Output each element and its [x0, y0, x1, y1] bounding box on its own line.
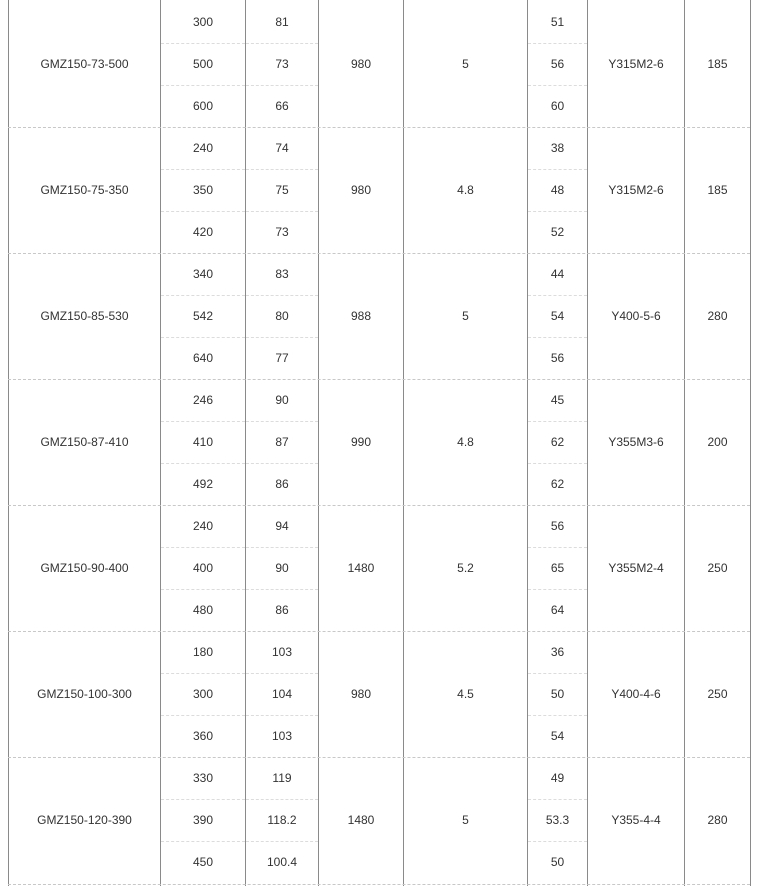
npsh-cell: 5 [462, 57, 469, 71]
flows-cell: 410 [192, 435, 214, 449]
effs-cell: 50 [550, 855, 565, 869]
row-divider [528, 547, 587, 548]
flows-cell: 180 [192, 645, 214, 659]
row-divider [528, 841, 587, 842]
power-cell: 185 [707, 57, 728, 71]
effs-cell: 49 [550, 771, 565, 785]
row-divider [161, 589, 245, 590]
heads-cell: 86 [275, 603, 289, 617]
row-divider [161, 841, 245, 842]
row-divider [161, 715, 245, 716]
speed-cell: 980 [350, 687, 372, 701]
heads-cell: 119 [272, 771, 292, 785]
effs-cell: 56 [550, 57, 565, 71]
heads-cell: 90 [275, 561, 289, 575]
power-cell: 185 [707, 183, 728, 197]
heads-cell: 100.4 [266, 855, 298, 869]
heads-cell: 73 [275, 57, 289, 71]
model-cell: GMZ150-120-390 [37, 813, 132, 827]
flows-cell: 542 [192, 309, 214, 323]
effs-cell: 53.3 [545, 813, 570, 827]
effs-cell: 62 [550, 435, 565, 449]
flows-cell: 600 [192, 99, 214, 113]
row-divider [246, 715, 318, 716]
row-divider [161, 169, 245, 170]
row-divider [246, 85, 318, 86]
speed-cell: 1480 [347, 813, 375, 827]
row-divider [528, 463, 587, 464]
row-divider [528, 85, 587, 86]
flows-cell: 640 [192, 351, 214, 365]
effs-cell: 54 [550, 309, 565, 323]
effs-cell: 54 [550, 729, 565, 743]
heads-cell: 86 [275, 477, 289, 491]
effs-cell: 52 [550, 225, 565, 239]
heads-cell: 94 [275, 519, 289, 533]
row-divider [246, 547, 318, 548]
flows-cell: 246 [192, 393, 214, 407]
flows-cell: 240 [192, 519, 214, 533]
motor-cell: Y355M2-4 [608, 561, 664, 575]
motor-cell: Y400-4-6 [611, 687, 661, 701]
heads-cell: 103 [271, 729, 293, 743]
heads-cell: 80 [275, 309, 289, 323]
heads-cell: 73 [275, 225, 289, 239]
row-divider [246, 337, 318, 338]
effs-cell: 48 [550, 183, 565, 197]
npsh-cell: 4.8 [457, 435, 474, 449]
effs-cell: 38 [550, 141, 565, 155]
speed-cell: 988 [350, 309, 372, 323]
power-cell: 250 [707, 561, 728, 575]
npsh-cell: 5.2 [457, 561, 474, 575]
heads-cell: 104 [271, 687, 293, 701]
motor-cell: Y315M2-6 [608, 183, 664, 197]
speed-cell: 990 [350, 435, 372, 449]
row-divider [246, 673, 318, 674]
flows-cell: 360 [192, 729, 214, 743]
row-divider [161, 799, 245, 800]
row-divider [246, 43, 318, 44]
effs-cell: 60 [550, 99, 565, 113]
row-divider [246, 421, 318, 422]
model-cell: GMZ150-90-400 [40, 561, 129, 575]
heads-cell: 83 [275, 267, 289, 281]
flows-cell: 330 [192, 771, 214, 785]
speed-cell: 980 [350, 57, 372, 71]
npsh-cell: 5 [462, 813, 469, 827]
flows-cell: 492 [192, 477, 214, 491]
speed-cell: 980 [350, 183, 372, 197]
row-divider [161, 43, 245, 44]
model-cell: GMZ150-73-500 [40, 57, 129, 71]
power-cell: 280 [707, 309, 728, 323]
row-divider [528, 169, 587, 170]
row-divider [161, 463, 245, 464]
heads-cell: 77 [275, 351, 289, 365]
model-cell: GMZ150-87-410 [40, 435, 129, 449]
heads-cell: 103 [271, 645, 293, 659]
power-cell: 200 [707, 435, 728, 449]
effs-cell: 64 [550, 603, 565, 617]
row-divider [161, 211, 245, 212]
row-divider [246, 799, 318, 800]
row-divider [8, 884, 750, 885]
row-divider [528, 421, 587, 422]
flows-cell: 240 [192, 141, 214, 155]
row-divider [528, 715, 587, 716]
row-divider [528, 43, 587, 44]
heads-cell: 81 [275, 15, 289, 29]
effs-cell: 45 [550, 393, 565, 407]
motor-cell: Y400-5-6 [611, 309, 661, 323]
effs-cell: 51 [550, 15, 565, 29]
flows-cell: 350 [192, 183, 214, 197]
power-cell: 280 [707, 813, 728, 827]
model-cell: GMZ150-100-300 [37, 687, 132, 701]
npsh-cell: 4.5 [457, 687, 474, 701]
flows-cell: 300 [192, 15, 214, 29]
heads-cell: 66 [275, 99, 289, 113]
heads-cell: 75 [275, 183, 289, 197]
row-divider [528, 673, 587, 674]
flows-cell: 300 [192, 687, 214, 701]
flows-cell: 480 [192, 603, 214, 617]
row-divider [161, 337, 245, 338]
effs-cell: 36 [550, 645, 565, 659]
effs-cell: 50 [550, 687, 565, 701]
row-divider [246, 463, 318, 464]
row-divider [246, 295, 318, 296]
row-divider [528, 589, 587, 590]
heads-cell: 87 [275, 435, 289, 449]
row-divider [246, 211, 318, 212]
row-divider [246, 169, 318, 170]
effs-cell: 56 [550, 519, 565, 533]
motor-cell: Y315M2-6 [608, 57, 664, 71]
motor-cell: Y355M3-6 [608, 435, 664, 449]
row-divider [528, 337, 587, 338]
row-divider [246, 841, 318, 842]
flows-cell: 390 [192, 813, 214, 827]
flows-cell: 400 [192, 561, 214, 575]
row-divider [161, 673, 245, 674]
row-divider [528, 799, 587, 800]
row-divider [161, 295, 245, 296]
model-cell: GMZ150-75-350 [40, 183, 129, 197]
column-divider [750, 0, 751, 886]
effs-cell: 65 [550, 561, 565, 575]
effs-cell: 56 [550, 351, 565, 365]
speed-cell: 1480 [347, 561, 375, 575]
row-divider [161, 547, 245, 548]
heads-cell: 118.2 [267, 813, 297, 827]
flows-cell: 340 [192, 267, 214, 281]
flows-cell: 500 [192, 57, 214, 71]
effs-cell: 62 [550, 477, 565, 491]
flows-cell: 450 [192, 855, 214, 869]
row-divider [528, 211, 587, 212]
heads-cell: 90 [275, 393, 289, 407]
model-cell: GMZ150-85-530 [40, 309, 129, 323]
row-divider [528, 295, 587, 296]
npsh-cell: 4.8 [457, 183, 474, 197]
row-divider [246, 589, 318, 590]
heads-cell: 74 [275, 141, 289, 155]
power-cell: 250 [707, 687, 728, 701]
row-divider [161, 85, 245, 86]
npsh-cell: 5 [462, 309, 469, 323]
motor-cell: Y355-4-4 [611, 813, 661, 827]
row-divider [161, 421, 245, 422]
flows-cell: 420 [192, 225, 214, 239]
effs-cell: 44 [550, 267, 565, 281]
